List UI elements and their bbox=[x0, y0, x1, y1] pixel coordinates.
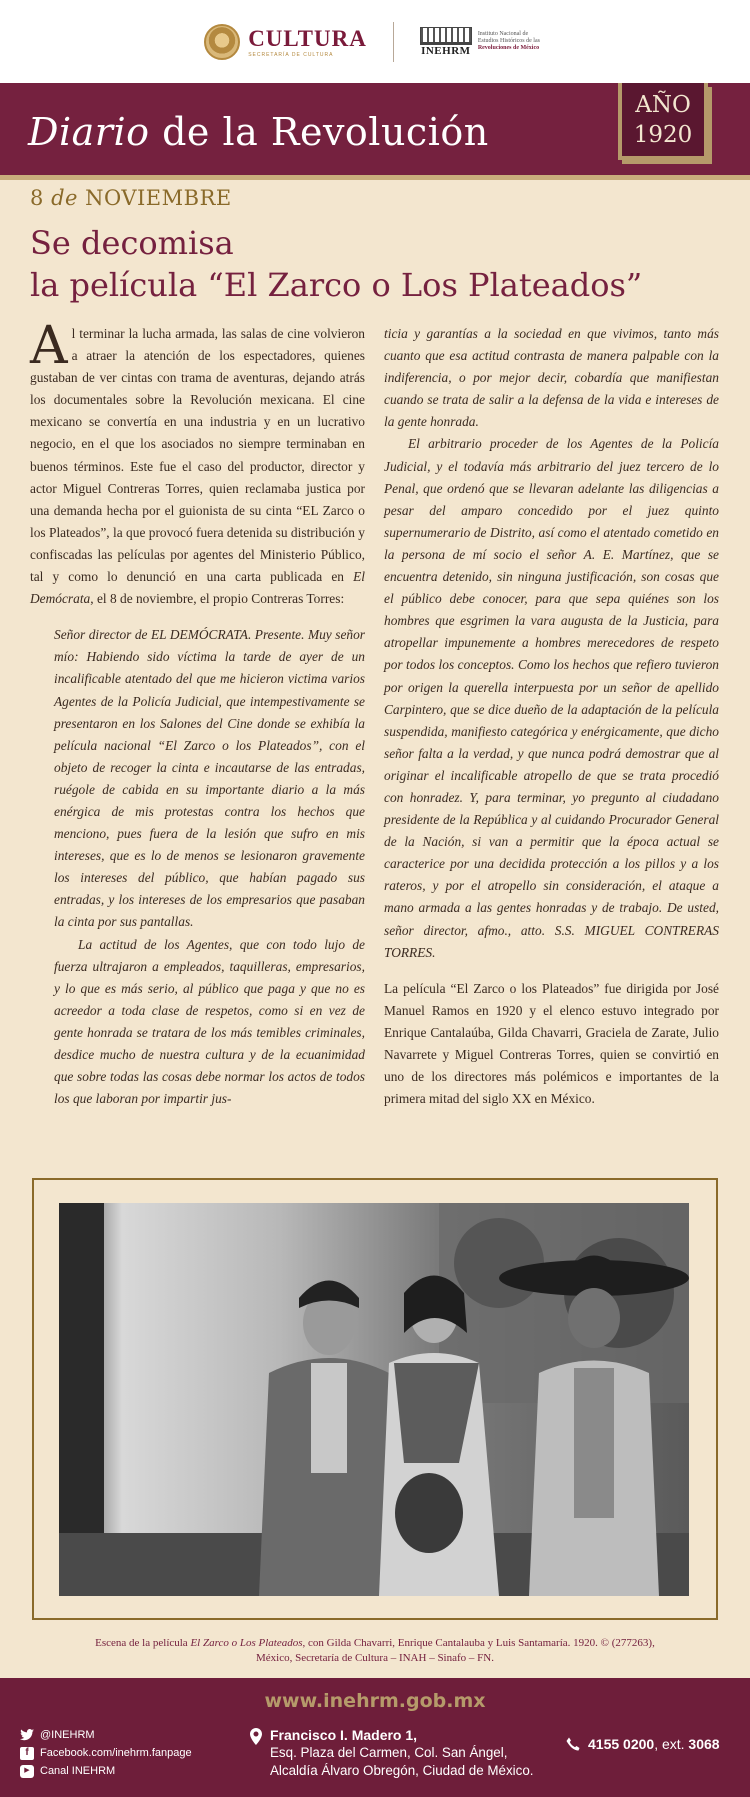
phone-number: 4155 0200 bbox=[588, 1736, 655, 1752]
intro-text-end: , el 8 de noviembre, el propio Contreras Torres: bbox=[90, 591, 345, 607]
masthead-title-rest: de la Revolución bbox=[149, 110, 489, 154]
building-icon bbox=[420, 27, 472, 45]
cultura-name: CULTURA bbox=[248, 25, 367, 51]
year-badge bbox=[618, 83, 708, 160]
header-logos bbox=[0, 0, 750, 83]
caption-line-1 bbox=[30, 1636, 720, 1651]
newspaper-name: El Demócrata bbox=[30, 569, 365, 607]
cultura-logo[interactable] bbox=[204, 24, 367, 60]
date-month: NOVIEMBRE bbox=[85, 186, 232, 210]
phone-block[interactable] bbox=[566, 1736, 720, 1752]
inehrm-desc-line: Instituto Nacional de bbox=[477, 31, 529, 37]
youtube-channel: Canal INEHRM bbox=[40, 1765, 116, 1777]
date-day: 8 bbox=[30, 186, 44, 210]
twitter-handle: @INEHRM bbox=[40, 1729, 95, 1741]
photo-caption bbox=[30, 1636, 720, 1666]
address-block bbox=[250, 1726, 534, 1780]
inehrm-logo[interactable] bbox=[420, 27, 546, 57]
logo-divider bbox=[393, 22, 394, 62]
twitter-link[interactable] bbox=[20, 1726, 192, 1744]
social-links bbox=[20, 1726, 192, 1780]
caption-line-2: México, Secretaría de Cultura – INAH – Sinafo – FN. bbox=[256, 1652, 494, 1664]
year-value: 1920 bbox=[633, 121, 693, 148]
inehrm-name: INEHRM bbox=[421, 44, 471, 57]
article-date bbox=[30, 186, 232, 210]
masthead-title bbox=[28, 110, 489, 154]
article-epilogue: La película “El Zarco o los Plateados” fue dirigida por José Manuel Ramos en 1920 y el elenco estuvo integrado por Enrique Cantalaúba, Gilda Chavarri, Graciela de Zarate, Julio Navarrete y Miguel Contreras Torres, quien se convirtió en uno de los directores más polémicos e importantes de la primera mitad del siglo XX en México. bbox=[384, 980, 719, 1107]
website-link[interactable]: www.inehrm.gob.mx bbox=[264, 1690, 486, 1712]
letter-paragraph-2: La actitud de los Agentes, que con todo lujo de fuerza ultrajaron a empleados, taquilleras, empresarios, y lo que es más serio, al público que paga y que no es acreedor a toda clase de respetos, como si en vez de gente honrada se tratara de los más temibles criminales, desdice mucho de nuestra cultura y de la ecuanimidad que sobre todas las cosas debe normar los actos de todos los que laboran por impartir jus- bbox=[54, 936, 365, 1107]
article-column-right bbox=[384, 323, 719, 1110]
year-label: AÑO bbox=[635, 91, 691, 118]
youtube-link[interactable] bbox=[20, 1762, 192, 1780]
address-line-2: Esq. Plaza del Carmen, Col. San Ángel, bbox=[270, 1745, 508, 1760]
inehrm-desc-line: Estudios Históricos de las bbox=[477, 38, 540, 44]
address-line-1: Francisco I. Madero 1, bbox=[270, 1727, 418, 1743]
letter-paragraph-1: Señor director de EL DEMÓCRATA. Presente. Muy señor mío: Habiendo sido víctima la tarde de ayer de un incalificable atentado del que me hicieron victima varios Agentes de la Policía Judicial, que intempestivamente se presentaron en los Salones del Cine donde se exhibía la película nacional “El Zarco o los Plateados”, con el objeto de recoger la cinta e incautarse de las entradas, ruégole de cabida en su importante diario a la más enérgica de mis protestas contra los hechos que menciono, pues fuera de la lesión que sufro en mis intereses, que es lo de menos se lesionaron gravemente los intereses del público, que habían pagado sus entradas, y los intereses de los empresarios que pasaban la cinta por sus pantallas. bbox=[54, 627, 365, 930]
footer bbox=[0, 1678, 750, 1797]
youtube-icon: ▶ bbox=[20, 1765, 34, 1778]
masthead-band bbox=[0, 83, 750, 175]
inehrm-description bbox=[478, 31, 546, 52]
phone-ext-label: , ext. bbox=[654, 1736, 689, 1752]
letter-paragraph-2-cont: ticia y garantías a la sociedad en que vivimos, tanto más cuanto que esa actitud contrasta de manera palpable con la indiferencia, o por mejor decir, cobardía que manifiestan cuando se trata de salir a la defensa de la vida e intereses de la gente honrada. bbox=[384, 326, 719, 430]
phone-icon bbox=[566, 1737, 580, 1751]
caption-text-end: , con Gilda Chavarri, Enrique Cantalauba y Luis Santamaría. 1920. © (277263), bbox=[302, 1637, 655, 1649]
facebook-url: Facebook.com/inehrm.fanpage bbox=[40, 1747, 192, 1759]
article-headline bbox=[30, 222, 730, 306]
letter-paragraph-3: El arbitrario proceder de los Agentes de la Policía Judicial, y el todavía más arbitrario del juez tercero de lo Penal, que ordenó que se llevaran adelante las diligencias a pesar del amparo concedido por el juez quinto supernumerario de Distrito, así como el atentado cometido en la persona de mí socio el señor A. E. Martínez, que se encuentra detenido, sin ninguna justificación, son cosas que el público debe conocer, para que sepa quiénes son los hombres que esgrimen la vara augusta de la Justicia, para atropellar impunemente a hombres merecedores de respeto por todos los conceptos. Como los hechos que refiero tuvieron por origen la querella interpuesta por un señor de apellido Carpintero, que se dice dueño de la adaptación de la película suspendida, manifiesto categórica y enérgicamente, que dicho señor falta a la verdad, y que nunca podrá demostrar que al originar el incalificable atropello de que se trata procedió con honradez. Y, para terminar, yo pregunto al ciudadano presidente de la República y al cuidando Procurador General de la Nación, si van a permitir que la época actual se caracterice por una decidida protección a los pillos y a los rateros, y por el atropello sin consideración, el ataque a mano armada a las gentes honradas y de trabajo. De usted, señor director, afmo., atto. S.S. MIGUEL CONTRERAS TORRES. bbox=[384, 436, 719, 960]
drop-cap: A bbox=[30, 316, 68, 376]
film-scene-photo bbox=[59, 1203, 689, 1596]
cultura-subtitle: SECRETARÍA DE CULTURA bbox=[248, 51, 334, 58]
photo-frame bbox=[32, 1178, 718, 1620]
article-column-left bbox=[30, 316, 365, 1110]
twitter-icon bbox=[20, 1729, 34, 1742]
band-stripe bbox=[0, 175, 750, 180]
masthead-title-italic: Diario bbox=[28, 110, 150, 154]
intro-text: l terminar la lucha armada, las salas de cine volvieron a atraer la atención de los espectadores, quienes gustaban de ver cintas con trama de aventuras, dejando atrás los documentales sobre la Revolución mexicana. El cine mexicano se convertía en una industria y en un lucrativo negocio, en el que los asociados no siempre terminaban en buenos términos. Este fue el caso del productor, director y actor Miguel Contreras Torres, quien reclamaba justica por una demanda hecha por el guionista de su cinta “EL Zarco o los Plateados”, la que provocó fuera detenida su distribución y confiscadas las películas por agentes del Ministerio Público, tal y como lo denunció en una carta publicada en bbox=[30, 326, 365, 585]
address-line-3: Alcaldía Álvaro Obregón, Ciudad de México. bbox=[270, 1763, 534, 1778]
inehrm-desc-line: Revoluciones de México bbox=[477, 45, 540, 51]
facebook-link[interactable] bbox=[20, 1744, 192, 1762]
date-de: de bbox=[51, 186, 78, 210]
facebook-icon: f bbox=[20, 1747, 34, 1760]
letter-quote bbox=[30, 624, 365, 1110]
eagle-seal-icon bbox=[204, 24, 240, 60]
headline-line-2: la película “El Zarco o Los Plateados” bbox=[30, 266, 643, 304]
phone-ext-number: 3068 bbox=[688, 1736, 720, 1752]
location-pin-icon bbox=[250, 1728, 262, 1745]
article-paragraph-intro bbox=[30, 316, 365, 610]
headline-line-1: Se decomisa bbox=[30, 224, 234, 262]
caption-film-title: El Zarco o Los Plateados bbox=[190, 1637, 303, 1649]
caption-text: Escena de la película bbox=[95, 1637, 191, 1649]
